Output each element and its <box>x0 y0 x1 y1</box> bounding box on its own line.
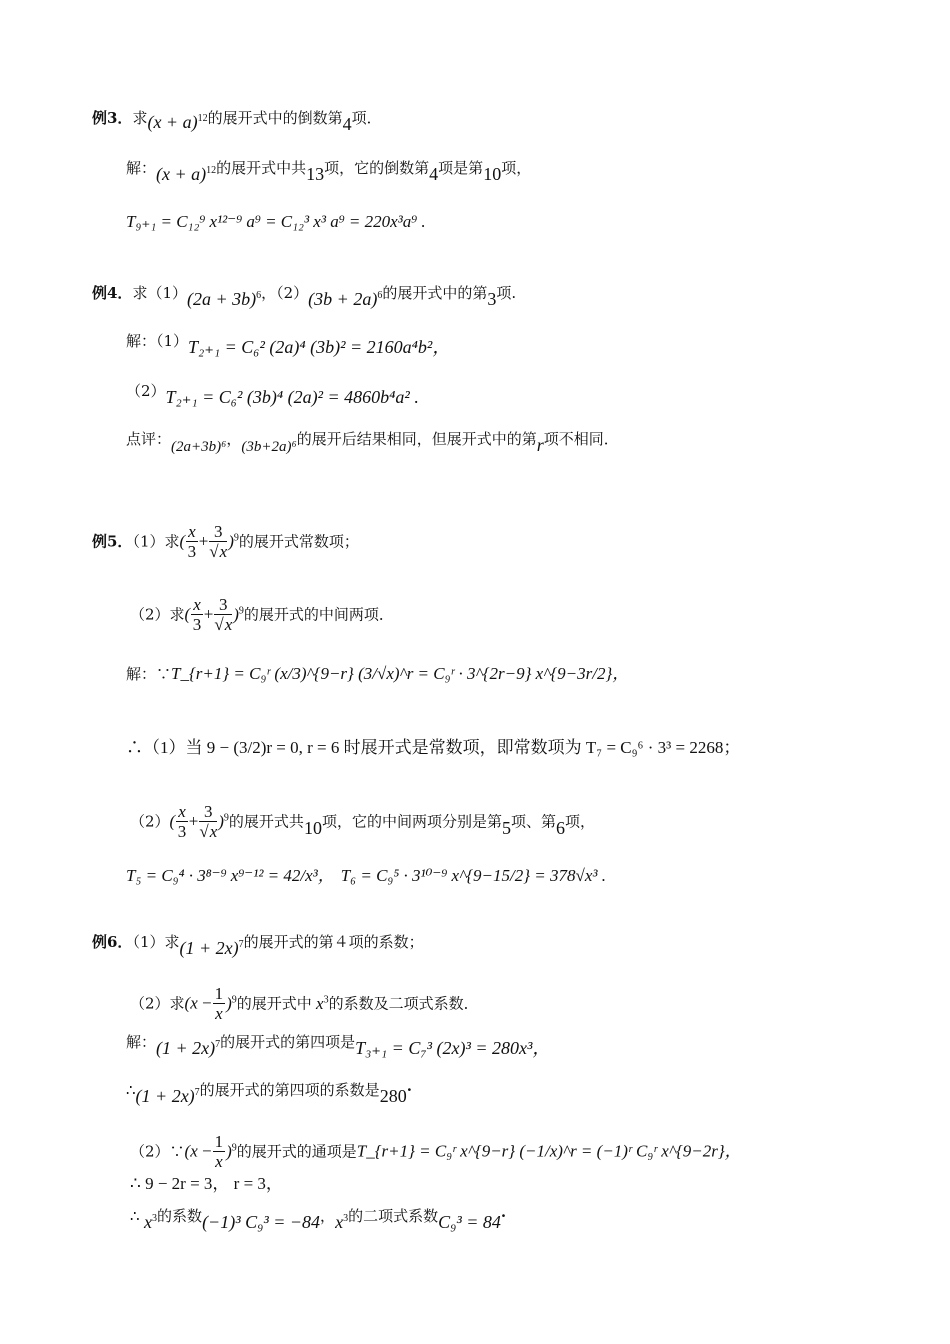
ex5-question-2: （2）求( $\frac{x}{3}$ + $\frac{3}{√x}$ )$^9$的展开式的中间两项． <box>130 595 394 635</box>
ex6-equation: ∴ 9 − 2r = 3， r = 3， <box>130 1174 283 1193</box>
ex4-solution-1: 解：（1）T₂₊₁ = C₆² (2a)⁴ (3b)² = 2160a⁴b²， <box>126 332 451 357</box>
ex5-part-2: （2）( $\frac{x}{3}$ + $\frac{3}{√x}$ )$^9$的展开式共10项，它的中间两项分别是第5项、第6项， <box>130 802 595 842</box>
ex5-part-1: ∴（1）当 9 − (3/2)r = 0, r = 6 时展开式是常数项，即常数项为 T₇ = C₉⁶ · 3³ = 2268； <box>126 738 741 757</box>
ex4-solution-2: （2）T₂₊₁ = C₆² (3b)⁴ (2a)² = 4860b⁴a² . <box>126 382 419 407</box>
ex5-middle-terms: T₅ = C₉⁴ · 3⁸⁻⁹ x⁹⁻¹² = 42/x³， T₆ = C₉⁵ · 3¹⁰⁻⁹ x^{9−15/2} = 378√x³ . <box>126 866 606 885</box>
ex3-expr: $(x + a)^{12}$ <box>147 112 208 132</box>
ex3-solution: 解：$(x + a)^{12}$的展开式中共13项，它的倒数第4项是第10项， <box>126 159 532 184</box>
ex6-coefficient: ∴(1 + 2x)$^7$的展开式的第四项的系数是280· <box>126 1081 412 1106</box>
ex6-answers: ∴ $x^3$的系数(−1)³ C₉³ = −84，$x^3$的二项式系数C₉³ = 84· <box>130 1207 507 1232</box>
ex3-question: 例3．求$(x + a)^{12}$的展开式中的倒数第4项． <box>92 109 382 134</box>
ex3-label: 例3． <box>92 109 133 127</box>
ex6-solution: 解：$(1 + 2x)^7$的展开式的第四项是T₃₊₁ = C₇³ (2x)³ = 280x³， <box>126 1033 551 1058</box>
ex4-question: 例4．求$(1)(2a + 3b)^6$，$(2)(3b + 2a)^6$的展开式中的第3项. <box>92 284 517 309</box>
ex6-question-2: （2）求(x − $\frac{1}{x}$ )$^9$的展开式中 $x^3$的系数及二项式系数． <box>130 984 479 1024</box>
ex3-formula: T₉₊₁ = C₁₂⁹ x¹²⁻⁹ a⁹ = C₁₂³ x³ a⁹ = 220x³a⁹ . <box>126 212 426 231</box>
ex5-general-term: 解：∵T_{r+1} = C₉ʳ (x/3)^{9−r} (3/√x)^r = C₉ʳ · 3^{2r−9} x^{9−3r/2}， <box>126 664 630 683</box>
fraction-x-over-3: $\frac{x}{3}$ <box>187 522 197 562</box>
ex5-question-1: 例5．（1）求( $\frac{x}{3}$ + $\frac{3}{√x}$ )$^9$的展开式常数项； <box>92 522 359 562</box>
ex6-general-term: （2）∵(x − $\frac{1}{x}$ )$^9$的展开式的通项是T_{r+1} = C₉ʳ x^{9−r} (−1/x)^r = (−1)ʳ C₉ʳ x^{9−2r}， <box>130 1132 742 1172</box>
ex4-remark: 点评：(2a+3b)⁶，(3b+2a)⁶的展开后结果相同，但展开式中的第r项不相同． <box>126 430 619 455</box>
fraction-3-over-sqrt-x: $\frac{3}{√x}$ <box>209 522 228 562</box>
ex6-question-1: 例6．（1）求$(1 + 2x)^7$的展开式的第４项的系数； <box>92 933 424 958</box>
